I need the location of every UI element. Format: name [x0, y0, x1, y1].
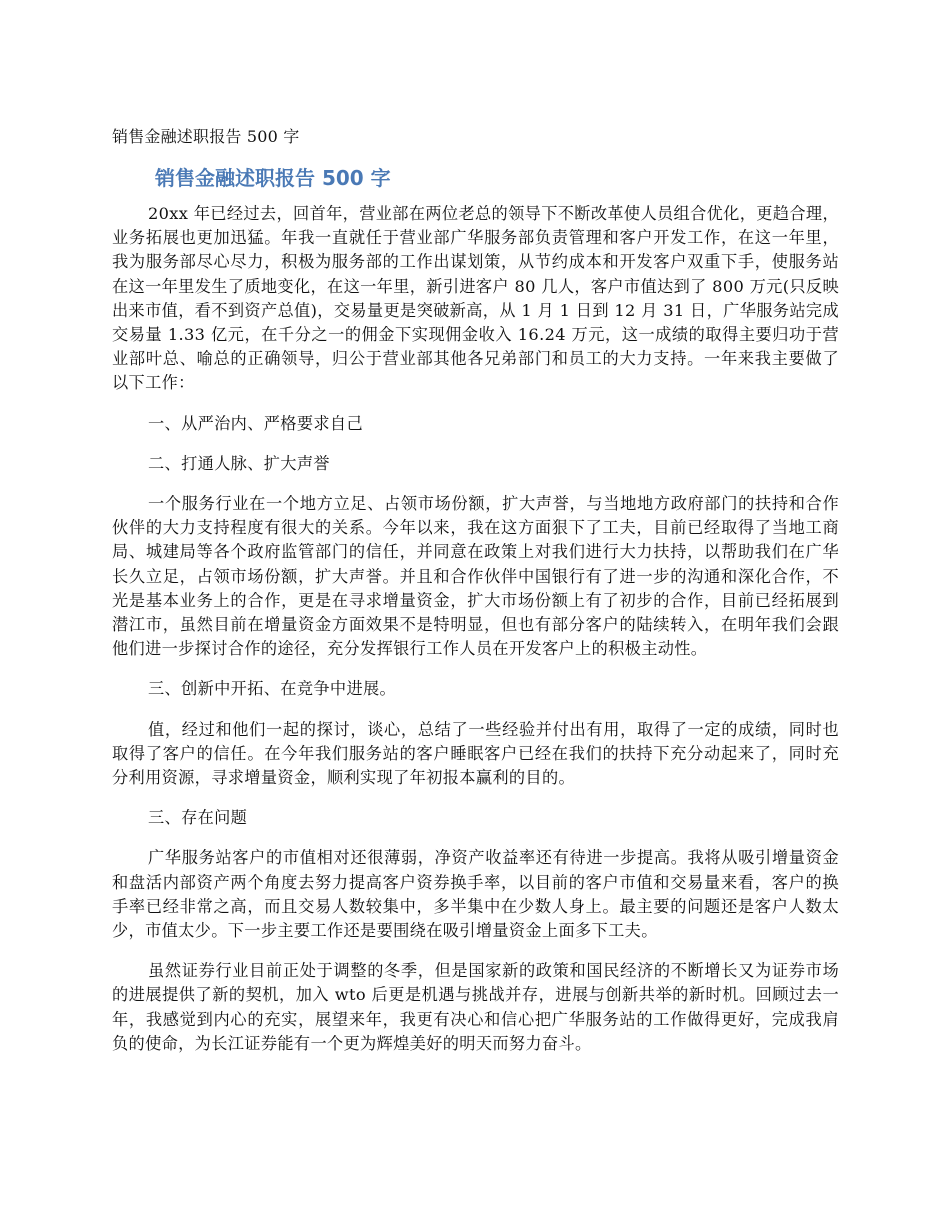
section-heading-innovation: 三、创新中开拓、在竞争中进展。: [148, 679, 397, 699]
document-title: 销售金融述职报告 500 字: [155, 166, 391, 190]
section-heading-discipline: 一、从严治内、严格要求自己: [148, 413, 363, 433]
paragraph-intro: 20xx 年已经过去，回首年，营业部在两位老总的领导下不断改革使人员组合优化，更趋合理，业务拓展也更加迅猛。年我一直就任于营业部广华服务部负责管理和客户开发工作，在这一年里，我为服务部尽心尽力，积极为服务部的工作出谋划策，从节约成本和开发客户双重下手，使服务站在这一年里发生了质地变化，在这一年里，新引进客户 80 几人，客户市值达到了 800 万元(只反映出来市值，看不到资产总值)，交易量更是突破新高，从 1 月 1 日到 12 月 31 日，广华服务站完成交易量 1.33 亿元，在千分之一的佣金下实现佣金收入 16.24 万元，这一成绩的取得主要归功于营业部叶总、喻总的正确领导，归公于营业部其他各兄弟部门和员工的大力支持。一年来我主要做了以下工作：: [112, 204, 839, 393]
paragraph-problems: 广华服务站客户的市值相对还很薄弱，净资产收益率还有待进一步提高。我将从吸引增量资金和盘活内部资产两个角度去努力提高客户资券换手率，以目前的客户市值和交易量来看，客户的换手率已经非常之高，而且交易人数较集中，多半集中在少数人身上。最主要的问题还是客户人数太少，市值太少。下一步主要工作还是要围绕在吸引增量资金上面多下工夫。: [112, 848, 839, 941]
section-heading-problems: 三、存在问题: [148, 808, 248, 828]
paragraph-innovation: 值，经过和他们一起的探讨，谈心，总结了一些经验并付出有用，取得了一定的成绩，同时也取得了客户的信任。在今年我们服务站的客户睡眠客户已经在我们的扶持下充分动起来了，同时充分利用资源，寻求增量资金，顺利实现了年初报本赢利的目的。: [112, 719, 839, 788]
paragraph-network: 一个服务行业在一个地方立足、占领市场份额，扩大声誉，与当地地方政府部门的扶持和合作伙伴的大力支持程度有很大的关系。今年以来，我在这方面狠下了工夫，目前已经取得了当地工商局、城建局等各个政府监管部门的信任，并同意在政策上对我们进行大力扶持，以帮助我们在广华长久立足，占领市场份额，扩大声誉。并且和合作伙伴中国银行有了进一步的沟通和深化合作，不光是基本业务上的合作，更是在寻求增量资金，扩大市场份额上有了初步的合作，目前已经拓展到潜江市，虽然目前在增量资金方面效果不是特明显，但也有部分客户的陆续转入，在明年我们会跟他们进一步探讨合作的途径，充分发挥银行工作人员在开发客户上的积极主动性。: [112, 494, 839, 659]
paragraph-conclusion: 虽然证券行业目前正处于调整的冬季，但是国家新的政策和国民经济的不断增长又为证券市场的进展提供了新的契机，加入 wto 后更是机遇与挑战并存，进展与创新共举的新时机。回顾过去一年，我感觉到内心的充实，展望来年，我更有决心和信心把广华服务站的工作做得更好，完成我肩负的使命，为长江证券能有一个更为辉煌美好的明天而努力奋斗。: [112, 961, 839, 1053]
document-body: [112, 202, 839, 1072]
section-heading-network: 二、打通人脉、扩大声誉: [148, 453, 330, 473]
document-header: 销售金融述职报告 500 字: [112, 127, 300, 146]
